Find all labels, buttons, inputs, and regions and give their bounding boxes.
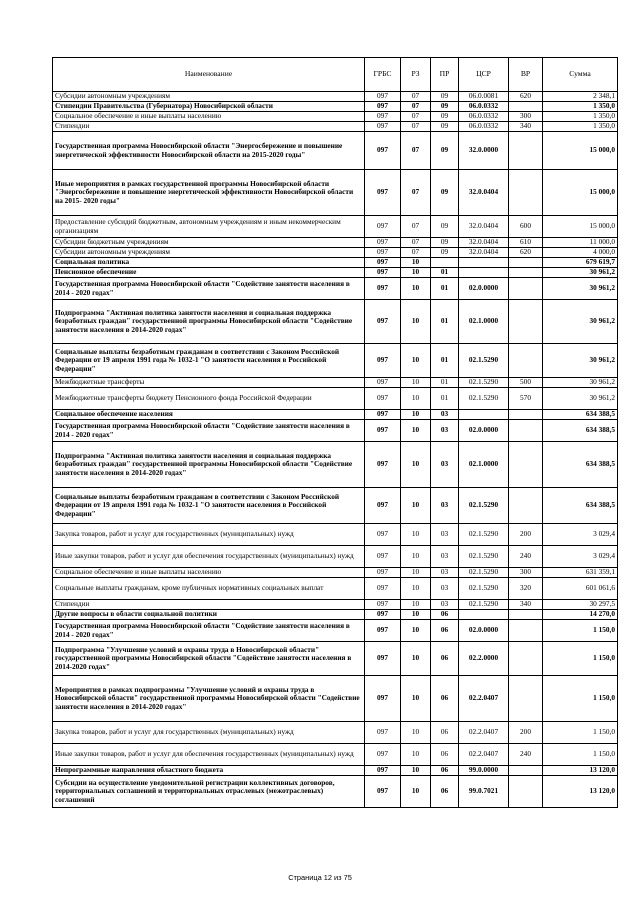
cell-vr bbox=[509, 442, 543, 488]
cell-csr bbox=[459, 258, 509, 268]
cell-grbs: 097 bbox=[365, 420, 401, 442]
table-row bbox=[53, 216, 618, 238]
cell-csr: 06.0.0332 bbox=[459, 102, 509, 112]
cell-pr: 03 bbox=[431, 546, 459, 568]
cell-name: Социальное обеспечение и иные выплаты населению bbox=[53, 112, 365, 122]
cell-vr: 200 bbox=[509, 524, 543, 546]
cell-sum: 3 029,4 bbox=[543, 524, 618, 546]
cell-name: Закупка товаров, работ и услуг для государственных (муниципальных) нужд bbox=[53, 722, 365, 744]
header-name: Наименование bbox=[53, 58, 365, 92]
table-row bbox=[53, 420, 618, 442]
cell-name: Социальная политика bbox=[53, 258, 365, 268]
table-row bbox=[53, 776, 618, 808]
cell-sum: 601 061,6 bbox=[543, 578, 618, 600]
table-body bbox=[53, 92, 618, 808]
header-sum: Сумма bbox=[543, 58, 618, 92]
cell-grbs: 097 bbox=[365, 112, 401, 122]
cell-rz: 10 bbox=[401, 568, 431, 578]
cell-name: Социальные выплаты безработным гражданам в соответствии с Законом Российской Федерации от 19 апреля 1991 года № 1032-1 "О занятости населения в Российской Федерации" bbox=[53, 488, 365, 524]
cell-grbs: 097 bbox=[365, 488, 401, 524]
cell-pr: 06 bbox=[431, 620, 459, 642]
cell-name: Государственная программа Новосибирской области "Содействие занятости населения в 2014 - 2020 годах" bbox=[53, 420, 365, 442]
cell-vr: 500 bbox=[509, 378, 543, 388]
cell-name: Социальные выплаты гражданам, кроме публичных нормативных социальных выплат bbox=[53, 578, 365, 600]
header-grbs: ГРБС bbox=[365, 58, 401, 92]
cell-rz: 07 bbox=[401, 216, 431, 238]
cell-rz: 07 bbox=[401, 122, 431, 132]
cell-vr: 340 bbox=[509, 122, 543, 132]
cell-pr: 09 bbox=[431, 248, 459, 258]
cell-name: Стипендии Правительства (Губернатора) Новосибирской области bbox=[53, 102, 365, 112]
cell-grbs: 097 bbox=[365, 122, 401, 132]
cell-rz: 10 bbox=[401, 610, 431, 620]
cell-rz: 07 bbox=[401, 238, 431, 248]
cell-vr bbox=[509, 170, 543, 216]
cell-vr: 320 bbox=[509, 578, 543, 600]
table-row bbox=[53, 258, 618, 268]
cell-sum: 634 388,5 bbox=[543, 410, 618, 420]
cell-vr bbox=[509, 488, 543, 524]
cell-rz: 10 bbox=[401, 410, 431, 420]
cell-vr: 340 bbox=[509, 600, 543, 610]
cell-grbs: 097 bbox=[365, 722, 401, 744]
page-footer: Страница 12 из 75 bbox=[288, 873, 352, 882]
table-row bbox=[53, 676, 618, 722]
cell-csr bbox=[459, 268, 509, 278]
cell-vr: 610 bbox=[509, 238, 543, 248]
cell-name: Предоставление субсидий бюджетным, автономным учреждениям и иным некоммерческим организациям bbox=[53, 216, 365, 238]
cell-name: Межбюджетные трансферты bbox=[53, 378, 365, 388]
cell-pr: 03 bbox=[431, 524, 459, 546]
cell-rz: 10 bbox=[401, 676, 431, 722]
cell-vr: 240 bbox=[509, 546, 543, 568]
cell-pr: 03 bbox=[431, 578, 459, 600]
cell-pr: 09 bbox=[431, 238, 459, 248]
budget-table bbox=[52, 57, 618, 808]
cell-grbs: 097 bbox=[365, 132, 401, 170]
cell-sum: 1 350,0 bbox=[543, 122, 618, 132]
cell-sum: 15 000,0 bbox=[543, 170, 618, 216]
cell-rz: 10 bbox=[401, 388, 431, 410]
cell-pr: 03 bbox=[431, 442, 459, 488]
cell-csr: 99.0.0000 bbox=[459, 766, 509, 776]
cell-pr: 09 bbox=[431, 170, 459, 216]
cell-sum: 15 000,0 bbox=[543, 216, 618, 238]
table-row bbox=[53, 722, 618, 744]
cell-vr bbox=[509, 344, 543, 378]
cell-sum: 1 150,0 bbox=[543, 676, 618, 722]
cell-name: Социальные выплаты безработным гражданам в соответствии с Законом Российской Федерации от 19 апреля 1991 года № 1032-1 "О занятости населения в Российской Федерации" bbox=[53, 344, 365, 378]
cell-csr: 02.2.0000 bbox=[459, 642, 509, 676]
table-row bbox=[53, 442, 618, 488]
cell-grbs: 097 bbox=[365, 268, 401, 278]
cell-csr: 02.0.0000 bbox=[459, 620, 509, 642]
cell-sum: 30 961,2 bbox=[543, 344, 618, 378]
cell-rz: 07 bbox=[401, 92, 431, 102]
table-row bbox=[53, 744, 618, 766]
cell-name: Подпрограмма "Улучшение условий и охраны труда в Новосибирской области" государственной программы Новосибирской области "Содействие занятости населения в 2014-2020 годах" bbox=[53, 642, 365, 676]
table-row bbox=[53, 488, 618, 524]
cell-grbs: 097 bbox=[365, 248, 401, 258]
cell-grbs: 097 bbox=[365, 300, 401, 344]
cell-rz: 10 bbox=[401, 766, 431, 776]
cell-name: Иные закупки товаров, работ и услуг для обеспечения государственных (муниципальных) нужд bbox=[53, 744, 365, 766]
table-row bbox=[53, 388, 618, 410]
cell-sum: 30 297,5 bbox=[543, 600, 618, 610]
cell-csr: 99.0.7021 bbox=[459, 776, 509, 808]
cell-csr: 02.1.5290 bbox=[459, 388, 509, 410]
cell-rz: 10 bbox=[401, 546, 431, 568]
cell-csr: 06.0.0081 bbox=[459, 92, 509, 102]
cell-pr: 06 bbox=[431, 722, 459, 744]
cell-name: Социальное обеспечение и иные выплаты населению bbox=[53, 568, 365, 578]
table-row bbox=[53, 238, 618, 248]
cell-name: Субсидии автономным учреждениям bbox=[53, 248, 365, 258]
cell-name: Стипендии bbox=[53, 122, 365, 132]
cell-pr: 01 bbox=[431, 278, 459, 300]
cell-name: Субсидии бюджетным учреждениям bbox=[53, 238, 365, 248]
cell-grbs: 097 bbox=[365, 238, 401, 248]
cell-grbs: 097 bbox=[365, 278, 401, 300]
cell-csr: 02.0.0000 bbox=[459, 278, 509, 300]
cell-grbs: 097 bbox=[365, 170, 401, 216]
cell-sum: 634 388,5 bbox=[543, 420, 618, 442]
cell-grbs: 097 bbox=[365, 676, 401, 722]
table-row bbox=[53, 546, 618, 568]
cell-grbs: 097 bbox=[365, 442, 401, 488]
cell-pr: 01 bbox=[431, 268, 459, 278]
cell-rz: 07 bbox=[401, 170, 431, 216]
cell-vr bbox=[509, 620, 543, 642]
header-rz: РЗ bbox=[401, 58, 431, 92]
cell-grbs: 097 bbox=[365, 610, 401, 620]
table-row bbox=[53, 102, 618, 112]
cell-rz: 10 bbox=[401, 776, 431, 808]
cell-grbs: 097 bbox=[365, 344, 401, 378]
table-row bbox=[53, 344, 618, 378]
table-row bbox=[53, 642, 618, 676]
table-row bbox=[53, 122, 618, 132]
cell-vr bbox=[509, 776, 543, 808]
cell-csr: 02.2.0407 bbox=[459, 676, 509, 722]
table-row bbox=[53, 578, 618, 600]
cell-pr: 09 bbox=[431, 132, 459, 170]
cell-vr bbox=[509, 258, 543, 268]
cell-grbs: 097 bbox=[365, 378, 401, 388]
cell-sum: 2 348,1 bbox=[543, 92, 618, 102]
cell-pr: 06 bbox=[431, 610, 459, 620]
cell-pr bbox=[431, 258, 459, 268]
cell-pr: 09 bbox=[431, 112, 459, 122]
cell-sum: 13 120,0 bbox=[543, 766, 618, 776]
cell-vr: 300 bbox=[509, 568, 543, 578]
cell-rz: 10 bbox=[401, 600, 431, 610]
cell-csr: 32.0.0404 bbox=[459, 216, 509, 238]
cell-pr: 01 bbox=[431, 300, 459, 344]
cell-vr bbox=[509, 300, 543, 344]
cell-vr bbox=[509, 766, 543, 776]
cell-rz: 10 bbox=[401, 578, 431, 600]
cell-pr: 03 bbox=[431, 488, 459, 524]
cell-csr: 32.0.0404 bbox=[459, 238, 509, 248]
cell-sum: 1 350,0 bbox=[543, 102, 618, 112]
cell-sum: 30 961,2 bbox=[543, 388, 618, 410]
cell-grbs: 097 bbox=[365, 546, 401, 568]
cell-csr: 06.0.0332 bbox=[459, 122, 509, 132]
cell-sum: 30 961,2 bbox=[543, 378, 618, 388]
cell-sum: 13 120,0 bbox=[543, 776, 618, 808]
table-row bbox=[53, 278, 618, 300]
cell-rz: 10 bbox=[401, 524, 431, 546]
cell-csr: 02.1.5290 bbox=[459, 600, 509, 610]
cell-pr: 06 bbox=[431, 676, 459, 722]
cell-vr bbox=[509, 268, 543, 278]
cell-csr: 02.1.0000 bbox=[459, 300, 509, 344]
cell-rz: 10 bbox=[401, 488, 431, 524]
table-row bbox=[53, 620, 618, 642]
cell-name: Подпрограмма "Активная политика занятости населения и социальная поддержка безработных граждан" государственной программы Новосибирской области "Содействие занятости населения в 2014-2020 годах" bbox=[53, 300, 365, 344]
cell-name: Другие вопросы в области социальной политики bbox=[53, 610, 365, 620]
cell-vr bbox=[509, 132, 543, 170]
table-row bbox=[53, 268, 618, 278]
cell-vr: 620 bbox=[509, 92, 543, 102]
cell-csr: 02.1.5290 bbox=[459, 344, 509, 378]
cell-grbs: 097 bbox=[365, 744, 401, 766]
table-row bbox=[53, 92, 618, 102]
table-row bbox=[53, 248, 618, 258]
cell-csr: 32.0.0404 bbox=[459, 170, 509, 216]
table-row bbox=[53, 112, 618, 122]
cell-csr: 02.1.5290 bbox=[459, 568, 509, 578]
cell-rz: 07 bbox=[401, 248, 431, 258]
cell-sum: 679 619,7 bbox=[543, 258, 618, 268]
cell-csr: 02.1.5290 bbox=[459, 488, 509, 524]
cell-sum: 30 961,2 bbox=[543, 300, 618, 344]
cell-name: Стипендии bbox=[53, 600, 365, 610]
table-row bbox=[53, 524, 618, 546]
cell-pr: 03 bbox=[431, 420, 459, 442]
cell-name: Субсидии автономным учреждениям bbox=[53, 92, 365, 102]
cell-name: Пенсионное обеспечение bbox=[53, 268, 365, 278]
cell-name: Субсидии на осуществление уведомительной регистрации коллективных договоров, территориальных соглашений и территориальных отраслевых (межотраслевых) соглашений bbox=[53, 776, 365, 808]
cell-pr: 06 bbox=[431, 744, 459, 766]
cell-name: Социальное обеспечение населения bbox=[53, 410, 365, 420]
cell-csr: 02.2.0407 bbox=[459, 722, 509, 744]
header-pr: ПР bbox=[431, 58, 459, 92]
cell-pr: 03 bbox=[431, 568, 459, 578]
cell-rz: 10 bbox=[401, 744, 431, 766]
cell-csr: 32.0.0404 bbox=[459, 248, 509, 258]
header-row bbox=[53, 58, 618, 92]
cell-grbs: 097 bbox=[365, 600, 401, 610]
cell-vr bbox=[509, 676, 543, 722]
cell-rz: 10 bbox=[401, 278, 431, 300]
cell-grbs: 097 bbox=[365, 578, 401, 600]
cell-vr: 240 bbox=[509, 744, 543, 766]
cell-csr: 02.1.5290 bbox=[459, 546, 509, 568]
cell-csr: 02.0.0000 bbox=[459, 420, 509, 442]
cell-grbs: 097 bbox=[365, 410, 401, 420]
cell-pr: 03 bbox=[431, 600, 459, 610]
cell-grbs: 097 bbox=[365, 388, 401, 410]
cell-rz: 10 bbox=[401, 268, 431, 278]
table-row bbox=[53, 766, 618, 776]
table-row bbox=[53, 132, 618, 170]
cell-vr bbox=[509, 610, 543, 620]
cell-rz: 10 bbox=[401, 378, 431, 388]
cell-grbs: 097 bbox=[365, 102, 401, 112]
cell-rz: 10 bbox=[401, 420, 431, 442]
cell-sum: 1 150,0 bbox=[543, 642, 618, 676]
cell-pr: 09 bbox=[431, 122, 459, 132]
cell-vr: 620 bbox=[509, 248, 543, 258]
cell-csr: 02.1.0000 bbox=[459, 442, 509, 488]
cell-pr: 09 bbox=[431, 216, 459, 238]
table-row bbox=[53, 410, 618, 420]
table-row bbox=[53, 300, 618, 344]
cell-csr bbox=[459, 610, 509, 620]
header-vr: ВР bbox=[509, 58, 543, 92]
cell-csr bbox=[459, 410, 509, 420]
table-row bbox=[53, 378, 618, 388]
cell-vr bbox=[509, 642, 543, 676]
cell-vr: 600 bbox=[509, 216, 543, 238]
cell-sum: 1 150,0 bbox=[543, 620, 618, 642]
table-row bbox=[53, 610, 618, 620]
cell-pr: 01 bbox=[431, 388, 459, 410]
cell-name: Иные мероприятия в рамках государственной программы Новосибирской области "Энергосбережение и повышение энергетической эффективности Новосибирской области на 2015- 2020 годы" bbox=[53, 170, 365, 216]
cell-rz: 07 bbox=[401, 102, 431, 112]
cell-pr: 09 bbox=[431, 102, 459, 112]
cell-rz: 07 bbox=[401, 112, 431, 122]
cell-sum: 30 961,2 bbox=[543, 278, 618, 300]
cell-grbs: 097 bbox=[365, 620, 401, 642]
cell-vr: 570 bbox=[509, 388, 543, 410]
cell-pr: 06 bbox=[431, 766, 459, 776]
cell-sum: 1 350,0 bbox=[543, 112, 618, 122]
cell-grbs: 097 bbox=[365, 524, 401, 546]
table-header bbox=[53, 58, 618, 92]
cell-pr: 01 bbox=[431, 344, 459, 378]
cell-name: Государственная программа Новосибирской области "Содействие занятости населения в 2014 - 2020 годах" bbox=[53, 620, 365, 642]
cell-rz: 10 bbox=[401, 442, 431, 488]
cell-vr bbox=[509, 102, 543, 112]
cell-rz: 10 bbox=[401, 620, 431, 642]
cell-sum: 14 270,0 bbox=[543, 610, 618, 620]
cell-vr: 200 bbox=[509, 722, 543, 744]
cell-vr bbox=[509, 410, 543, 420]
cell-sum: 4 000,0 bbox=[543, 248, 618, 258]
cell-name: Непрограммные направления областного бюджета bbox=[53, 766, 365, 776]
cell-pr: 09 bbox=[431, 92, 459, 102]
cell-sum: 631 359,1 bbox=[543, 568, 618, 578]
cell-sum: 1 150,0 bbox=[543, 722, 618, 744]
cell-csr: 02.2.0407 bbox=[459, 744, 509, 766]
cell-pr: 01 bbox=[431, 378, 459, 388]
cell-name: Межбюджетные трансферты бюджету Пенсионного фонда Российской Федерации bbox=[53, 388, 365, 410]
table-row bbox=[53, 568, 618, 578]
cell-grbs: 097 bbox=[365, 258, 401, 268]
cell-grbs: 097 bbox=[365, 92, 401, 102]
cell-grbs: 097 bbox=[365, 776, 401, 808]
cell-csr: 02.1.5290 bbox=[459, 524, 509, 546]
cell-pr: 03 bbox=[431, 410, 459, 420]
cell-rz: 10 bbox=[401, 642, 431, 676]
cell-sum: 634 388,5 bbox=[543, 488, 618, 524]
cell-pr: 06 bbox=[431, 642, 459, 676]
cell-sum: 3 029,4 bbox=[543, 546, 618, 568]
cell-rz: 10 bbox=[401, 344, 431, 378]
cell-name: Иные закупки товаров, работ и услуг для обеспечения государственных (муниципальных) нужд bbox=[53, 546, 365, 568]
cell-grbs: 097 bbox=[365, 642, 401, 676]
cell-csr: 32.0.0000 bbox=[459, 132, 509, 170]
header-csr: ЦСР bbox=[459, 58, 509, 92]
cell-sum: 15 000,0 bbox=[543, 132, 618, 170]
cell-csr: 02.1.5290 bbox=[459, 578, 509, 600]
cell-name: Мероприятия в рамках подпрограммы "Улучшение условий и охраны труда в Новосибирской области" государственной программы Новосибирской области "Содействие занятости населения в 2014-2020 годах" bbox=[53, 676, 365, 722]
table-row bbox=[53, 600, 618, 610]
cell-vr bbox=[509, 420, 543, 442]
cell-csr: 02.1.5290 bbox=[459, 378, 509, 388]
cell-sum: 30 961,2 bbox=[543, 268, 618, 278]
cell-rz: 10 bbox=[401, 722, 431, 744]
cell-name: Государственная программа Новосибирской области "Содействие занятости населения в 2014 - 2020 годах" bbox=[53, 278, 365, 300]
cell-rz: 10 bbox=[401, 300, 431, 344]
cell-vr: 300 bbox=[509, 112, 543, 122]
cell-sum: 634 388,5 bbox=[543, 442, 618, 488]
table-row bbox=[53, 170, 618, 216]
cell-grbs: 097 bbox=[365, 766, 401, 776]
cell-csr: 06.0.0332 bbox=[459, 112, 509, 122]
cell-name: Закупка товаров, работ и услуг для государственных (муниципальных) нужд bbox=[53, 524, 365, 546]
cell-vr bbox=[509, 278, 543, 300]
cell-sum: 1 150,0 bbox=[543, 744, 618, 766]
cell-name: Государственная программа Новосибирской области "Энергосбережение и повышение энергетической эффективности Новосибирской области на 2015-2020 годы" bbox=[53, 132, 365, 170]
cell-grbs: 097 bbox=[365, 568, 401, 578]
cell-rz: 10 bbox=[401, 258, 431, 268]
cell-name: Подпрограмма "Активная политика занятости населения и социальная поддержка безработных граждан" государственной программы Новосибирской области "Содействие занятости населения в 2014-2020 годах" bbox=[53, 442, 365, 488]
cell-grbs: 097 bbox=[365, 216, 401, 238]
cell-sum: 11 000,0 bbox=[543, 238, 618, 248]
cell-rz: 07 bbox=[401, 132, 431, 170]
cell-pr: 06 bbox=[431, 776, 459, 808]
